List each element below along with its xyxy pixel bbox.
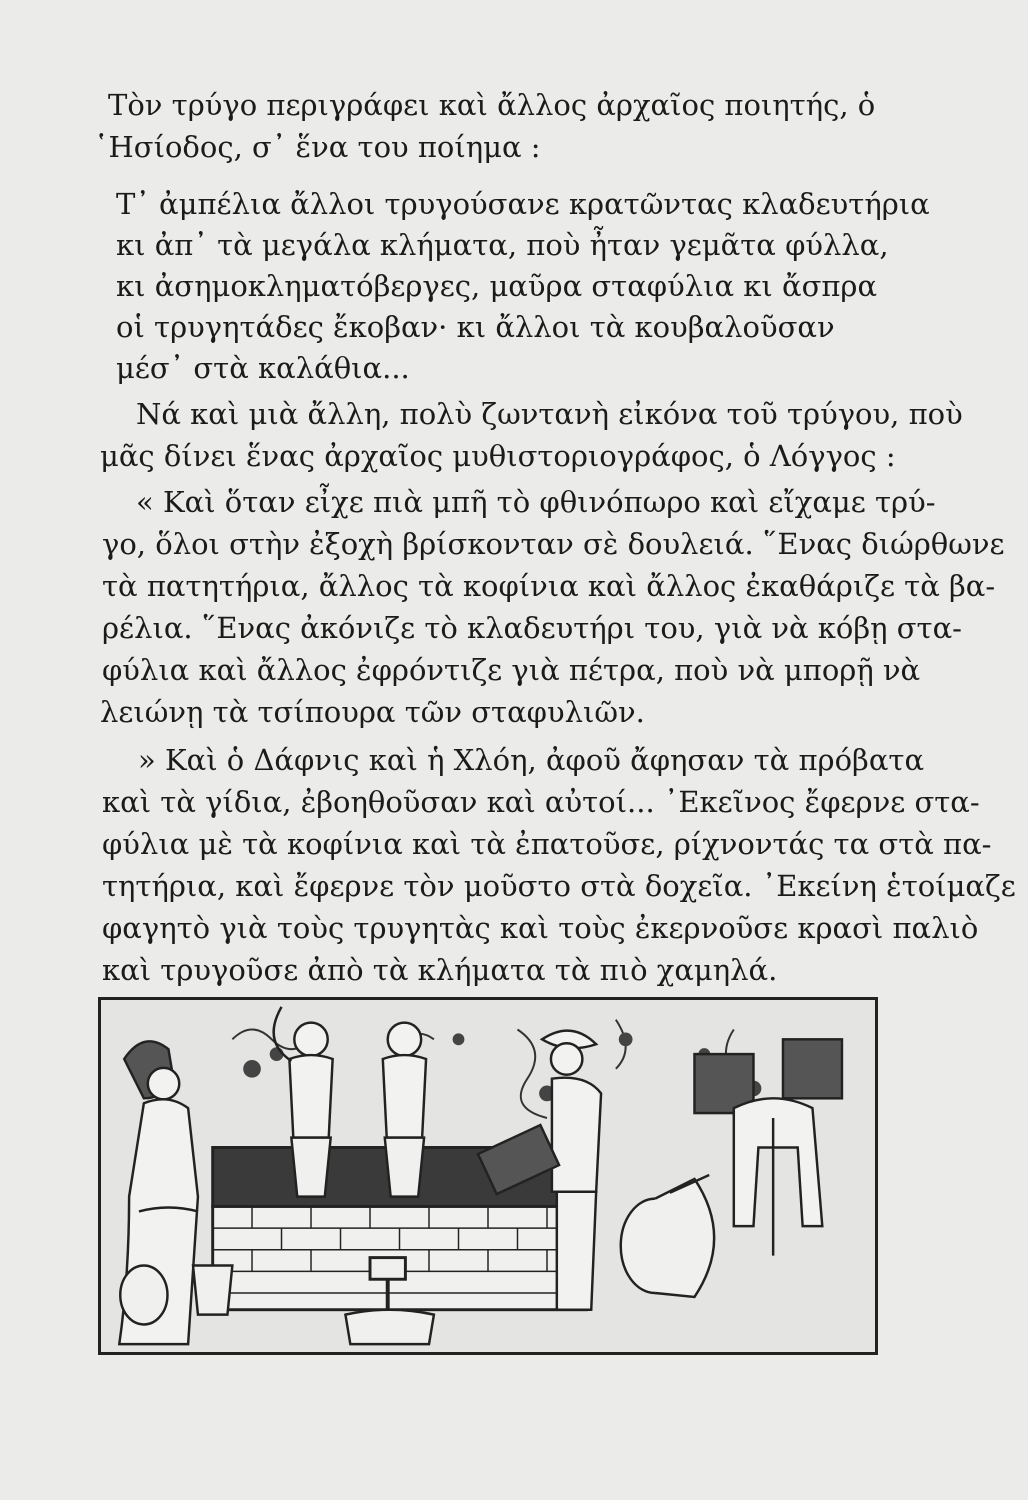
- quote-paragraph-2: [102, 739, 1016, 991]
- text-line: μᾶς δίνει ἕνας ἀρχαῖος μυθιστοριογράφος, ὁ Λόγγος :: [100, 439, 896, 473]
- text-line: γο, ὅλοι στὴν ἐξοχὴ βρίσκονταν σὲ δουλειά. ῞Ενας διώρθωνε: [102, 527, 1005, 561]
- text-block: [94, 84, 1016, 991]
- longos-paragraph: [100, 393, 963, 477]
- text-line: φύλια καὶ ἄλλος ἐφρόντιζε γιὰ πέτρα, ποὺ νὰ μπορῇ νὰ: [102, 653, 921, 687]
- text-line: καὶ τρυγοῦσε ἀπὸ τὰ κλήματα τὰ πιὸ χαμηλά.: [102, 953, 778, 987]
- barrel: [621, 1175, 714, 1297]
- text-line: » Καὶ ὁ Δάφνις καὶ ἡ Χλόη, ἀφοῦ ἄφησαν τὰ πρόβατα: [138, 743, 925, 777]
- verse-line: κι ἀσημοκληματόβεργες, μαῦρα σταφύλια κι ἄσπρα: [116, 269, 878, 303]
- verse-line: μέσ᾽ στὰ καλάθια...: [116, 351, 410, 385]
- text-line: λειώνῃ τὰ τσίπουρα τῶν σταφυλιῶν.: [100, 695, 645, 729]
- text-line: Νά καὶ μιὰ ἄλλη, πολὺ ζωντανὴ εἰκόνα τοῦ τρύγου, ποὺ: [136, 397, 963, 431]
- intro-paragraph: [94, 84, 888, 168]
- text-line: « Καὶ ὅταν εἶχε πιὰ μπῆ τὸ φθινόπωρο καὶ εἴχαμε τρύ-: [136, 485, 936, 519]
- verse-line: Τ᾽ ἀμπέλια ἄλλοι τρυγούσανε κρατῶντας κλαδευτήρια: [116, 187, 930, 221]
- grape-harvest-illustration: [98, 997, 878, 1355]
- harvest-engraving: [101, 1000, 875, 1352]
- text-line: Τὸν τρύγο περιγράφει καὶ ἄλλος ἀρχαῖος ποιητής, ὁ: [108, 88, 876, 122]
- verse-line: οἱ τρυγητάδες ἔκοβαν· κι ἄλλοι τὰ κουβαλοῦσαν: [116, 310, 835, 344]
- donkey: [694, 1039, 841, 1255]
- text-line: τὰ πατητήρια, ἄλλος τὰ κοφίνια καὶ ἄλλος ἐκαθάριζε τὰ βα-: [102, 569, 996, 603]
- text-line: καὶ τὰ γίδια, ἐβοηθοῦσαν καὶ αὐτοί... ᾽Εκεῖνος ἔφερνε στα-: [102, 785, 980, 819]
- text-line: ρέλια. ῞Ενας ἀκόνιζε τὸ κλαδευτήρι του, γιὰ νὰ κόβῃ στα-: [102, 611, 962, 645]
- text-line: τητήρια, καὶ ἔφερνε τὸν μοῦστο στὰ δοχεῖα. ᾽Εκείνη ἑτοίμαζε: [102, 869, 1016, 903]
- text-line: φαγητὸ γιὰ τοὺς τρυγητὰς καὶ τοὺς ἐκερνοῦσε κρασὶ παλιὸ: [102, 911, 979, 945]
- hesiod-verse: [108, 184, 930, 389]
- quote-paragraph-1: [100, 481, 1005, 733]
- text-line: φύλια μὲ τὰ κοφίνια καὶ τὰ ἐπατοῦσε, ρίχνοντάς τα στὰ πα-: [102, 827, 992, 861]
- text-line: ῾Ησίοδος, σ᾽ ἕνα του ποίημα :: [94, 130, 541, 164]
- verse-line: κι ἀπ᾽ τὰ μεγάλα κλήματα, ποὺ ἦταν γεμᾶτα φύλλα,: [116, 228, 889, 262]
